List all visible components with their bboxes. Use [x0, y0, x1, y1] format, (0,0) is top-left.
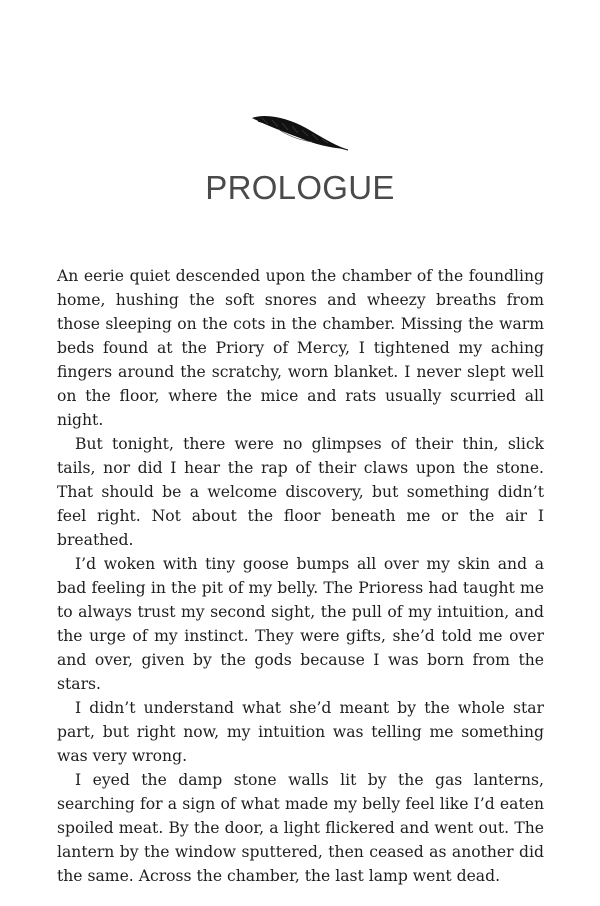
- chapter-body: [57, 264, 544, 888]
- paragraph: I’d woken with tiny goose bumps all over my skin and a bad feeling in the pit of my belly. The Prioress had taught me to always trust my second sight, the pull of my intuition, and the urge of my instinct. They were gifts, she’d told me over and over, given by the gods because I was born from the stars.: [57, 555, 544, 693]
- paragraph: I didn’t understand what she’d meant by the whole star part, but right now, my intuition was telling me something was very wrong.: [57, 699, 544, 765]
- paragraph: An eerie quiet descended upon the chamber of the foundling home, hushing the soft snores and wheezy breaths from those sleeping on the cots in the chamber. Missing the warm beds found at the Priory of Mercy, I tightened my aching fingers around the scratchy, worn blanket. I never slept well on the floor, where the mice and rats usually scurried all night.: [57, 267, 544, 429]
- feather-icon: [248, 112, 352, 156]
- paragraph: But tonight, there were no glimpses of their thin, slick tails, nor did I hear the rap of their claws upon the stone. That should be a welcome discovery, but something didn’t feel right. Not about the floor beneath me or the air I breathed.: [57, 435, 544, 549]
- paragraph: I eyed the damp stone walls lit by the gas lanterns, searching for a sign of what made my belly feel like I’d eaten spoiled meat. By the door, a light flickered and went out. The lantern by the window sputtered, then ceased as another did the same. Across the chamber, the last lamp went dead.: [57, 771, 544, 885]
- chapter-title: PROLOGUE: [205, 169, 395, 206]
